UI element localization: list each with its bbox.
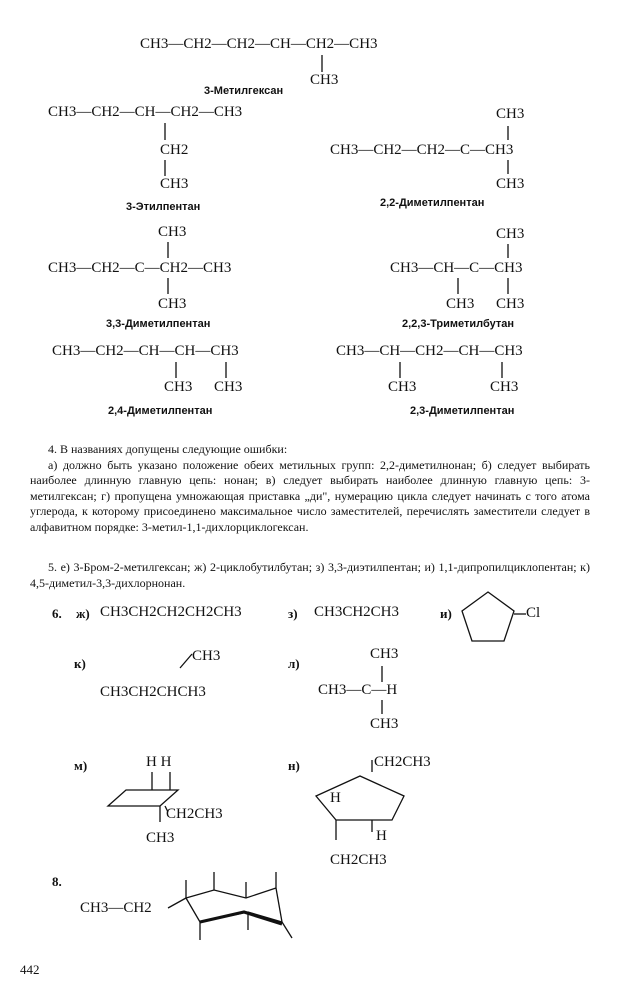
pentane-22-bottom: CH3 — [496, 176, 525, 192]
pentane-24-name: 2,4-Диметилпентан — [108, 405, 213, 417]
pentane-22-chain: CH3—CH2—CH2—C—CH3 — [330, 142, 514, 158]
q6-l-label: л) — [288, 656, 300, 671]
pentane-23-chain: CH3—CH—CH2—CH—CH3 — [336, 343, 523, 359]
pentane-23-branch-2: CH3 — [490, 379, 519, 395]
q6-m-methyl: CH3 — [146, 830, 175, 846]
q6-l-middle: CH3—C—H — [318, 682, 398, 698]
hexane-3m-name: 3-Метилгексан — [204, 85, 284, 97]
pentane-22-top: CH3 — [496, 106, 525, 122]
pentane-3e-chain: CH3—CH2—CH—CH2—CH3 — [48, 104, 243, 120]
pentane-22-name: 2,2-Диметилпентан — [380, 197, 485, 209]
q6-n-h1: H — [330, 790, 341, 806]
pentane-24-branch-2: CH3 — [214, 379, 243, 395]
q8-number: 8. — [52, 874, 62, 889]
butane-223-name: 2,2,3-Триметилбутан — [402, 318, 515, 330]
pentane-3e-branch-ch2: CH2 — [160, 142, 189, 158]
pentane-3e-branch-ch3: CH3 — [160, 176, 189, 192]
butane-223-branch-1: CH3 — [446, 296, 475, 312]
q6-i-chlorine: Cl — [526, 605, 541, 621]
q4-body: а) должно быть указано положение обеих метильных групп: 2,2-диметилнонан; б) следует выбирать наиболее длинную главную цепь: нонан; в) следует выбирать наиболее длинную главную цепь: 3-метилгексан; г) пропущена умножающая приставка „ди", нумерацию цикла следует начинать с того атома углерода, к которому присоединено максимальное число заместителей, перечислять заместители следует в алфавитном порядке: 3-метил-1,1-дихлорциклогексан. — [30, 457, 590, 534]
q6-zh-formula: CH3CH2CH2CH2CH3 — [100, 604, 242, 620]
q6-z-label: з) — [288, 606, 298, 621]
pentane-33-chain: CH3—CH2—C—CH2—CH3 — [48, 260, 232, 276]
q6-m-ethyl: CH2CH3 — [166, 806, 223, 822]
q6-k-top: CH3 — [192, 648, 221, 664]
q6-n-top: CH2CH3 — [374, 754, 431, 770]
q6-i-label: и) — [440, 606, 452, 621]
q4-head: 4. В названиях допущены следующие ошибки: — [48, 442, 288, 456]
butane-223-chain: CH3—CH—C—CH3 — [390, 260, 523, 276]
hexane-3m-chain: CH3—CH2—CH2—CH—CH2—CH3 — [140, 36, 378, 52]
q6-m-hh: H H — [146, 754, 172, 770]
pentane-24-branch-1: CH3 — [164, 379, 193, 395]
q5-body: 5. е) 3-Бром-2-метилгексан; ж) 2-циклобутилбутан; з) 3,3-диэтилпентан; и) 1,1-дипропилциклопентан; к) 4,5-диметил-3,3-дихлорнонан. — [30, 560, 590, 590]
q6-zh-label: ж) — [76, 606, 90, 621]
butane-223-branch-2: CH3 — [496, 296, 525, 312]
q6-z-formula: CH3CH2CH3 — [314, 604, 400, 620]
page-number: 442 — [20, 962, 40, 977]
q6-number: 6. — [52, 606, 62, 621]
pentane-3e-name: 3-Этилпентан — [126, 201, 201, 213]
pentane-33-name: 3,3-Диметилпентан — [106, 318, 211, 330]
q6-m-label: м) — [74, 758, 88, 773]
pentane-24-chain: CH3—CH2—CH—CH—CH3 — [52, 343, 239, 359]
pentane-23-branch-1: CH3 — [388, 379, 417, 395]
q6-n-bottom: CH2CH3 — [330, 852, 387, 868]
hexane-3m-branch: CH3 — [310, 72, 339, 88]
q6-n-h2: H — [376, 828, 387, 844]
q8-substituent: CH3—CH2 — [80, 900, 152, 916]
pentane-33-bottom: CH3 — [158, 296, 187, 312]
pentane-23-name: 2,3-Диметилпентан — [410, 405, 515, 417]
q6-l-top: CH3 — [370, 646, 399, 662]
q4-section — [30, 442, 590, 535]
q6-k-formula: CH3CH2CHCH3 — [100, 684, 206, 700]
pentane-33-top: CH3 — [158, 224, 187, 240]
q6-n-label: н) — [288, 758, 300, 773]
butane-223-top: CH3 — [496, 226, 525, 242]
q6-l-bottom: CH3 — [370, 716, 399, 732]
q6-k-label: к) — [74, 656, 86, 671]
